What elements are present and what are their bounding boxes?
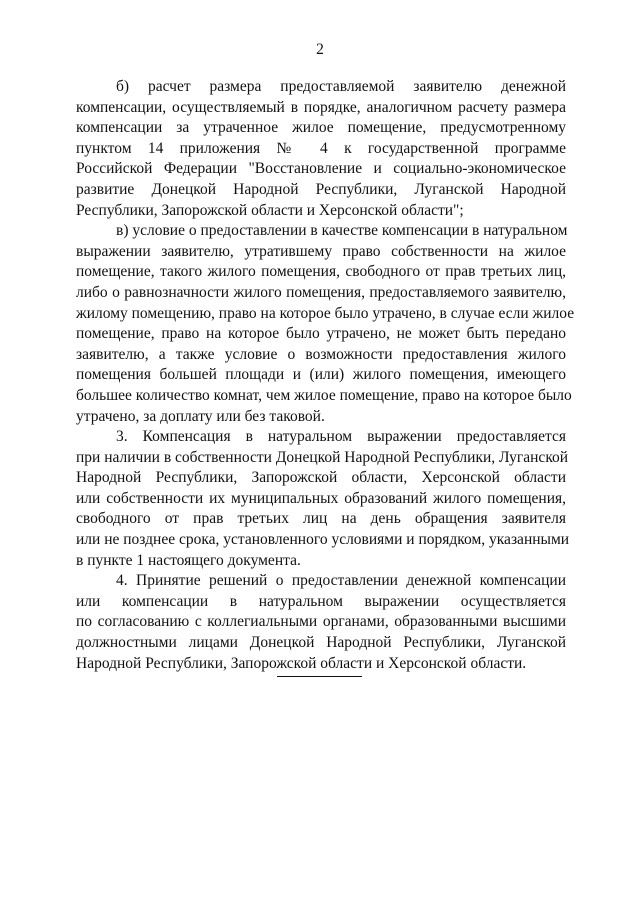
paragraph-4 — [76, 571, 566, 674]
text-line: пунктом 14 приложения № 4 к государственной программе — [76, 139, 566, 157]
text-line: Народной Республики, Запорожской области и Херсонской области. — [76, 654, 527, 672]
paragraph-v — [76, 221, 575, 427]
text-line: или не позднее срока, установленного условиями и порядком, указанными — [76, 531, 570, 549]
text-line: или компенсации в натуральном выражении осуществляется — [76, 592, 566, 610]
page-number: 2 — [316, 41, 324, 58]
text-line: Российской Федерации "Восстановление и социально-экономическое — [76, 160, 566, 178]
text-line: помещения большей площади и (или) жилого помещения, имеющего — [76, 366, 566, 384]
text-line: утрачено, за доплату или без таковой. — [76, 407, 325, 425]
paragraph-3 — [76, 427, 570, 571]
end-of-document-rule — [277, 676, 362, 677]
text-line: помещение, такого жилого помещения, свободного от прав третьих лиц, — [76, 263, 566, 281]
text-line: по согласованию с коллегиальными органами, образованными высшими — [76, 613, 566, 631]
text-line: в) условие о предоставлении в качестве компенсации в натуральном — [116, 222, 568, 240]
text-line: заявителю, а также условие о возможности предоставления жилого — [76, 345, 566, 363]
text-line: большее количество комнат, чем жилое помещение, право на которое было — [76, 386, 572, 404]
text-line: должностными лицами Донецкой Народной Республики, Луганской — [76, 634, 566, 652]
text-line: жилому помещению, право на которое было утрачено, в случае если жилое — [76, 304, 575, 322]
text-line: Республики, Запорожской области и Херсонской области"; — [76, 201, 464, 219]
text-line: компенсации, осуществляемый в порядке, аналогичном расчету размера — [76, 98, 566, 116]
text-line: Народной Республики, Запорожской области, Херсонской области — [76, 469, 566, 487]
text-line: помещение, право на которое было утрачено, не может быть передано — [76, 325, 566, 343]
text-line: развитие Донецкой Народной Республики, Луганской Народной — [76, 180, 566, 198]
text-line: либо о равнозначности жилого помещения, предоставляемого заявителю, — [76, 283, 566, 301]
text-line: 4. Принятие решений о предоставлении денежной компенсации — [116, 572, 566, 590]
text-line: 3. Компенсация в натуральном выражении предоставляется — [116, 428, 566, 446]
text-line: в пункте 1 настоящего документа. — [76, 551, 301, 569]
text-line: б) расчет размера предоставляемой заявителю денежной — [116, 78, 566, 95]
text-line: компенсации за утраченное жилое помещение, предусмотренному — [76, 119, 566, 137]
text-line: при наличии в собственности Донецкой Народной Республики, Луганской — [76, 448, 569, 466]
text-line: выражении заявителю, утратившему право собственности на жилое — [76, 242, 566, 260]
text-line: свободного от прав третьих лиц на день обращения заявителя — [76, 510, 566, 528]
text-line: или собственности их муниципальных образований жилого помещения, — [76, 489, 566, 507]
document-body — [76, 77, 575, 674]
paragraph-b — [76, 77, 566, 221]
